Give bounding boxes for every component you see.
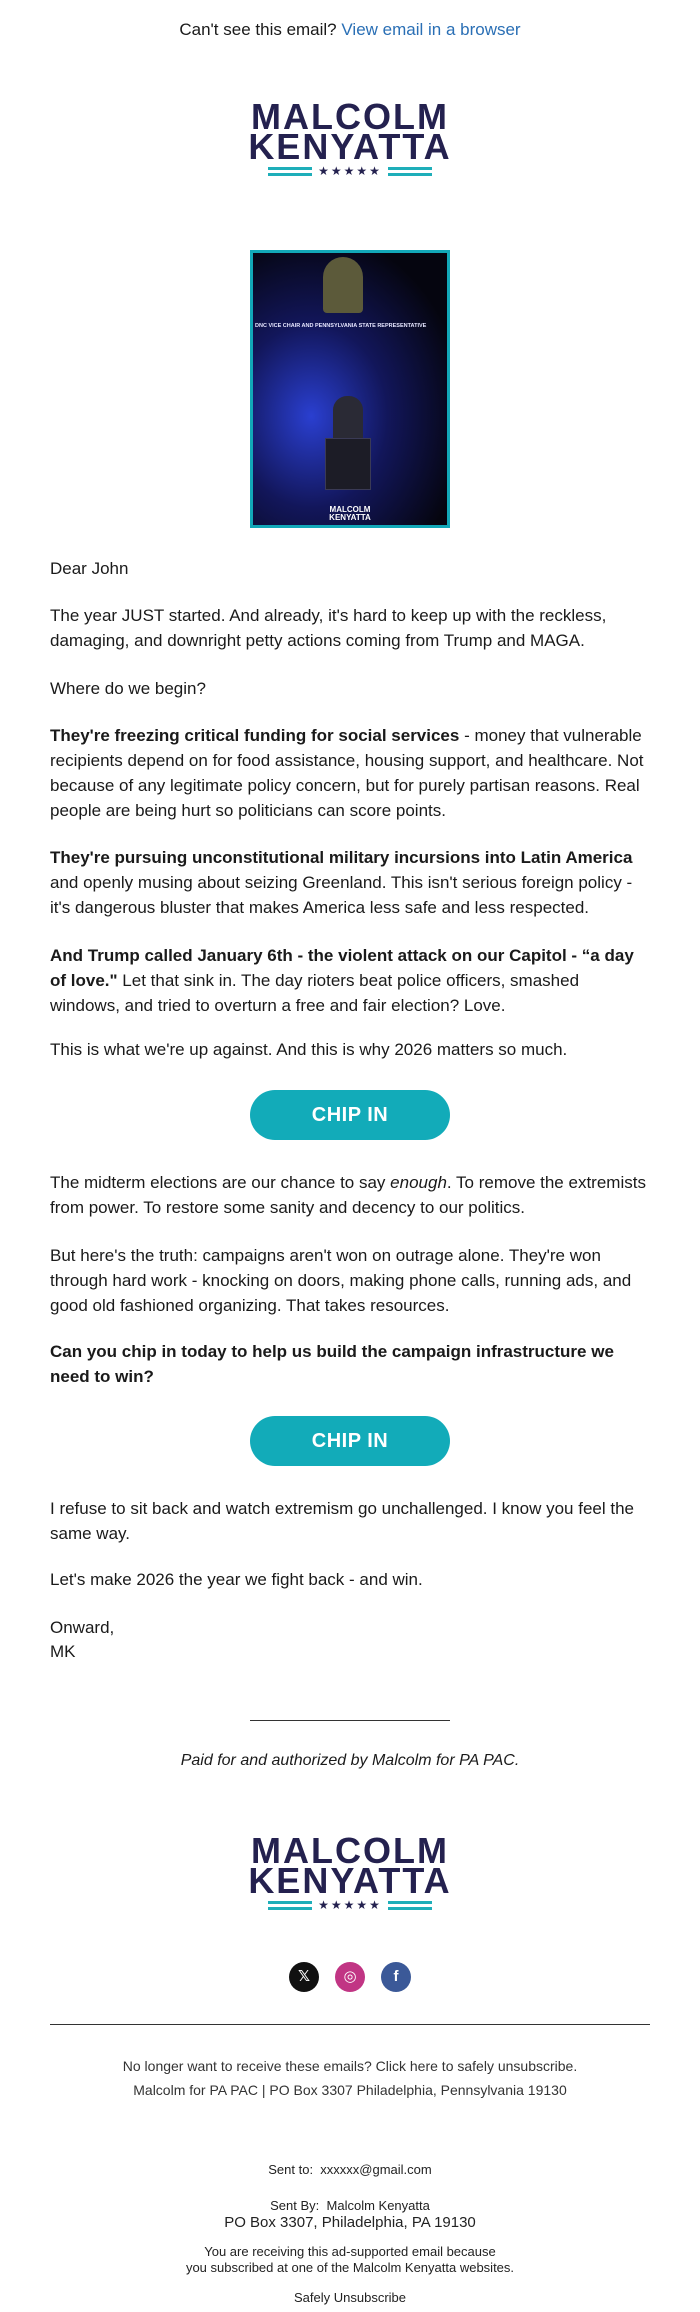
x-twitter-icon[interactable]: 𝕏 <box>289 1962 319 1992</box>
photo-mini-logo-line-1: MALCOLM <box>329 505 371 514</box>
ad-notice-line-2: you subscribed at one of the Malcolm Kenyatta websites. <box>185 2260 515 2275</box>
photo-figure-top <box>323 257 363 313</box>
sent-by-name: Malcolm Kenyatta <box>326 2198 430 2213</box>
paragraph-7 <box>50 1170 650 1220</box>
malcolm-kenyatta-logo <box>0 96 700 178</box>
safely-unsubscribe-link[interactable]: Safely Unsubscribe <box>294 2290 406 2305</box>
facebook-icon[interactable]: f <box>381 1962 411 1992</box>
photo-speaker <box>333 396 363 440</box>
sent-by-address: PO Box 3307, Philadelphia, PA 19130 <box>224 2214 476 2231</box>
paragraph-4 <box>50 845 650 920</box>
ad-notice-line-1: You are receiving this ad-supported email because <box>204 2244 496 2259</box>
paragraph-5-bold: And Trump called January 6th - the violent attack on our Capitol - “a day of love." <box>50 946 634 990</box>
view-in-browser-line <box>0 20 700 40</box>
unsubscribe-link[interactable]: No longer want to receive these emails? Click here to safely unsubscribe. <box>122 2058 578 2074</box>
logo-line-2: KENYATTA <box>248 126 452 167</box>
photo-podium <box>325 438 371 490</box>
footer-logo-line-1: MALCOLM <box>251 1830 449 1871</box>
paragraph-7-a: The midterm elections are our chance to say <box>50 1173 391 1192</box>
paragraph-4-bold: They're pursuing unconstitutional military incursions into Latin America <box>50 848 633 867</box>
chip-in-button-2[interactable]: CHIP IN <box>250 1416 450 1466</box>
instagram-icon[interactable]: ◎ <box>335 1962 365 1992</box>
footer-logo-line-2: KENYATTA <box>248 1860 452 1901</box>
photo-mini-logo-line-2: KENYATTA <box>329 513 371 522</box>
paragraph-8: But here's the truth: campaigns aren't won on outrage alone. They're won through hard work - knocking on doors, making phone calls, running ads, and good old fashioned organizing. That takes resources. <box>50 1246 632 1315</box>
logo-line-1: MALCOLM <box>251 96 449 137</box>
signature: MK <box>50 1642 76 1661</box>
paragraph-3 <box>50 723 650 823</box>
hero-photo <box>250 250 450 528</box>
footer-logo-stars: ★★★★★ <box>318 1898 382 1912</box>
footer-logo-bar-left <box>268 1901 312 1910</box>
greeting: Dear John <box>50 559 129 578</box>
paragraph-2: Where do we begin? <box>50 679 206 698</box>
photo-mini-logo <box>253 506 447 522</box>
logo-accent <box>0 164 700 178</box>
paragraph-10: I refuse to sit back and watch extremism go unchallenged. I know you feel the same way. <box>50 1499 634 1543</box>
logo-bar-left <box>268 167 312 176</box>
logo-bar-right <box>388 167 432 176</box>
paragraph-3-bold: They're freezing critical funding for social services <box>50 726 460 745</box>
view-in-browser-link[interactable]: View email in a browser <box>341 20 521 39</box>
footer-logo <box>0 1830 700 1912</box>
cant-see-text: Can't see this email? <box>179 20 337 39</box>
footer-logo-accent <box>0 1898 700 1912</box>
paragraph-1: The year JUST started. And already, it's hard to keep up with the reckless, damaging, and downright petty actions coming from Trump and MAGA. <box>50 606 607 650</box>
footer-divider <box>50 2024 650 2025</box>
paragraph-9: Can you chip in today to help us build the campaign infrastructure we need to win? <box>50 1342 614 1386</box>
paragraph-5 <box>50 943 650 1018</box>
social-links <box>0 1962 700 1992</box>
pac-address: Malcolm for PA PAC | PO Box 3307 Philadelphia, Pennsylvania 19130 <box>133 2082 567 2098</box>
sent-by-line <box>0 2198 700 2214</box>
paragraph-4-rest: and openly musing about seizing Greenland. This isn't serious foreign policy - it's dangerous bluster that makes America less safe and less respected. <box>50 873 633 917</box>
paragraph-7-emphasis: enough <box>390 1173 447 1192</box>
footer-logo-bar-right <box>388 1901 432 1910</box>
paragraph-5-rest: Let that sink in. The day rioters beat police officers, smashed windows, and tried to overturn a free and fair election? Love. <box>50 971 580 1015</box>
paragraph-11: Let's make 2026 the year we fight back - and win. <box>50 1570 423 1589</box>
sent-to-email: xxxxxx@gmail.com <box>320 2162 432 2177</box>
paid-for-disclaimer: Paid for and authorized by Malcolm for PA PAC. <box>180 1752 520 1769</box>
signoff: Onward, <box>50 1618 115 1637</box>
chip-in-button-1[interactable]: CHIP IN <box>250 1090 450 1140</box>
footer-divider-short <box>250 1720 450 1721</box>
sent-to-label: Sent to: <box>268 2162 314 2177</box>
sent-by-label: Sent By: <box>270 2198 320 2213</box>
paragraph-7-b: . To remove the extremists from power. To restore some sanity and decency to our politics. <box>50 1173 646 1217</box>
photo-banner-text: DNC VICE CHAIR AND PENNSYLVANIA STATE REPRESENTATIVE <box>255 323 427 329</box>
paragraph-6: This is what we're up against. And this is why 2026 matters so much. <box>50 1040 568 1059</box>
paragraph-3-rest: - money that vulnerable recipients depend on for food assistance, housing support, and healthcare. Not because of any legitimate policy concern, but for purely partisan reasons. Real people are being hurt so politicians can score points. <box>50 726 644 820</box>
sent-to-line <box>0 2162 700 2178</box>
logo-stars: ★★★★★ <box>318 164 382 178</box>
